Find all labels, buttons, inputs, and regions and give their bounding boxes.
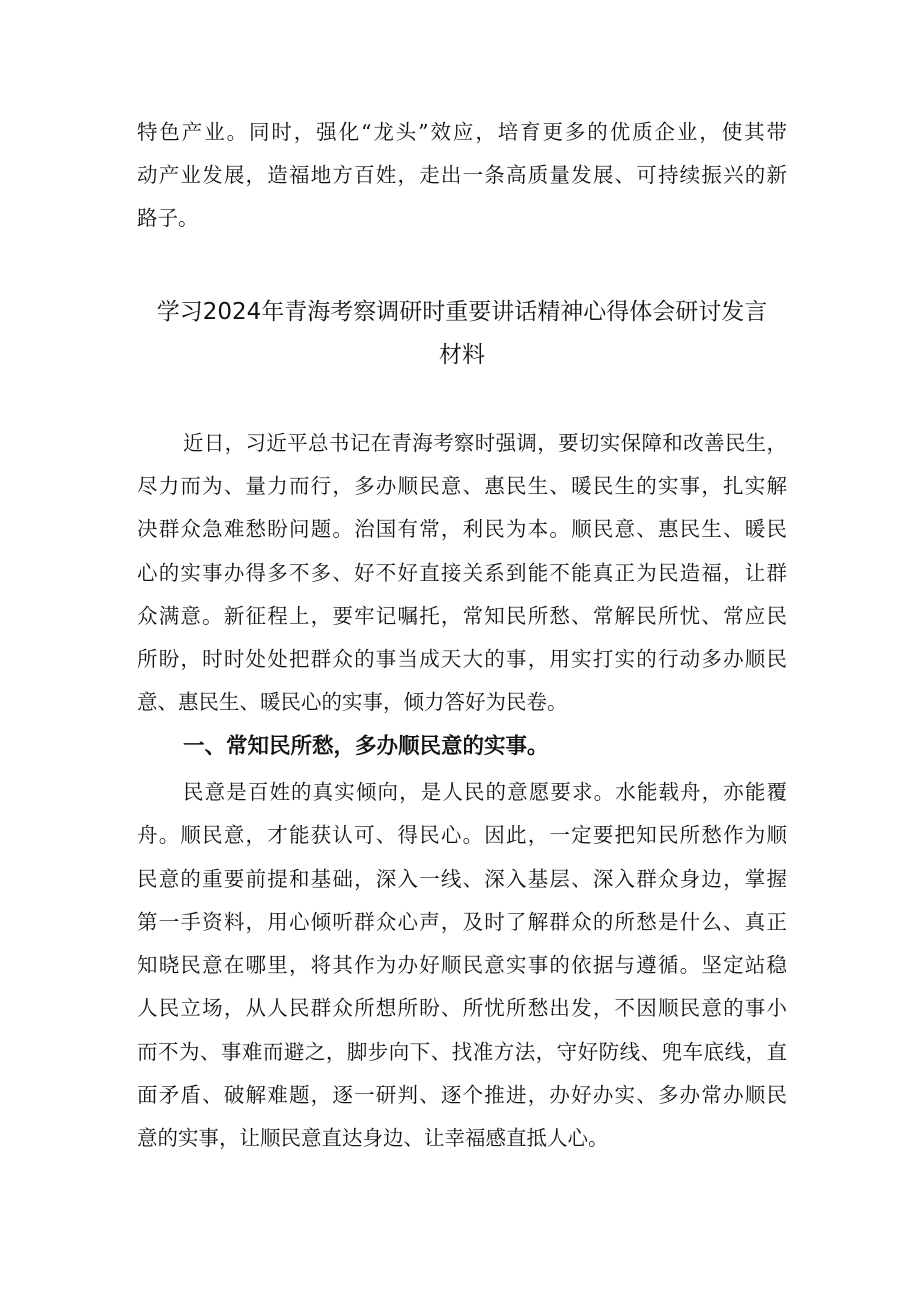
paragraph1-line-5: 众满意。新征程上，要牢记嘱托，常知民所愁、常解民所忧、常应民 [137, 604, 787, 628]
paragraph1-line-6: 所盼，时时处处把群众的事当成天大的事，用实打实的行动多办顺民 [137, 647, 787, 671]
paragraph2-line-3: 民意的重要前提和基础，深入一线、深入基层、深入群众身边，掌握 [137, 867, 787, 891]
intro-line-2: 动产业发展，造福地方百姓，走出一条高质量发展、可持续振兴的新 [137, 163, 787, 187]
paragraph1-line-3: 决群众急难愁盼问题。治国有常，利民为本。顺民意、惠民生、暖民 [137, 517, 787, 541]
paragraph1-line-4: 心的实事办得多不多、好不好直接关系到能不能真正为民造福，让群 [137, 561, 787, 585]
intro-line-1: 特色产业。同时，强化“龙头”效应，培育更多的优质企业，使其带 [137, 120, 787, 144]
paragraph2-line-2: 舟。顺民意，才能获认可、得民心。因此，一定要把知民所愁作为顺 [137, 823, 787, 847]
paragraph2-line-5: 知晓民意在哪里，将其作为办好顺民意实事的依据与遵循。坚定站稳 [137, 953, 787, 977]
document-title-line-2: 材料 [439, 342, 485, 368]
paragraph1-line-2: 尽力而为、量力而行，多办顺民意、惠民生、暖民生的实事，扎实解 [137, 474, 787, 498]
paragraph2-line-4: 第一手资料，用心倾听群众心声，及时了解群众的所愁是什么、真正 [137, 910, 787, 934]
paragraph1-line-1: 近日，习近平总书记在青海考察时强调，要切实保障和改善民生， [183, 431, 787, 455]
paragraph2-line-1: 民意是百姓的真实倾向，是人民的意愿要求。水能载舟，亦能覆 [183, 780, 787, 804]
intro-line-3: 路子。 [137, 206, 199, 230]
paragraph2-line-7: 而不为、事难而避之，脚步向下、找准方法，守好防线、兜车底线，直 [137, 1040, 787, 1064]
paragraph2-line-6: 人民立场，从人民群众所想所盼、所忧所愁出发，不因顺民意的事小 [137, 996, 787, 1020]
document-title-line-1: 学习2024年青海考察调研时重要讲话精神心得体会研讨发言 [156, 299, 768, 325]
paragraph2-line-9: 意的实事，让顺民意直达身边、让幸福感直抵人心。 [137, 1126, 609, 1150]
paragraph1-line-7: 意、惠民生、暖民心的实事，倾力答好为民卷。 [137, 690, 568, 714]
paragraph2-line-8: 面矛盾、破解难题，逐一研判、逐个推进，办好办实、多办常办顺民 [137, 1083, 787, 1107]
section-heading-1: 一、常知民所愁，多办顺民意的实事。 [183, 734, 549, 759]
